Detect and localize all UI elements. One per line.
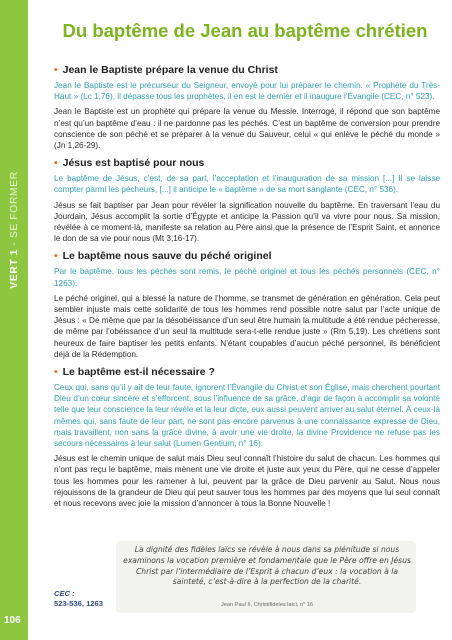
quote-text: La dignité des fidèles laïcs se révèle à nous dans sa plénitude si nous examinons la vocation première et fondamentale que le Père offre en Jésus Christ par l’intermédiaire de l’Esprit à chacun d’eux : la vocation à la sainteté, c’est-à-dire à la perfection de la charité. bbox=[123, 545, 411, 587]
lumen-gentium-quote: Ceux qui, sans qu’il y ait de leur faute, ignorent l’Évangile du Christ et son Église, mais cherchent pourtant Dieu d’un cœur sincère et s’efforcent, sous l’influence de sa grâce, d’agir de façon à accomplir sa volonté telle que leur conscience la leur révèle et la leur dicte, eux aussi peuvent arriver au salut éternel. À ceux-là mêmes qui, sans faute de leur part, ne sont pas encore parvenus à une connaissance expresse de Dieu, mais travaillent, non sans la grâce divine, à avoir une vie droite, la divine Providence ne refuse pas les secours nécessaires à leur salut (Lumen Gentium, n° 16). bbox=[54, 383, 440, 449]
bullet-icon: • bbox=[54, 157, 58, 170]
cec-reference bbox=[54, 589, 103, 609]
cec-label: CEC : bbox=[54, 589, 75, 598]
body-paragraph: Jésus est le chemin unique de salut mais Dieu seul connaît l’histoire du salut de chacun. Les hommes qui n’ont pas reçu le baptême, mais mènent une vie droite et juste aux yeux du Père, qui ne cesse d’appeler tous les hommes pour les ramener à lui, peuvent par la grâce de Dieu parvenir au Salut. Nous nous réjouissons de la grandeur de Dieu qui peut sauver tous les hommes par des moyens que lui seul connaît et nous recevons avec joie la mission d’annoncer à tous la Bonne Nouvelle ! bbox=[54, 454, 440, 509]
article-body bbox=[54, 64, 440, 515]
section-heading: • Jean le Baptiste prépare la venue du Christ bbox=[54, 64, 278, 76]
cec-refs: 523-536, 1263 bbox=[54, 599, 103, 608]
quote-source: Jean Paul II, Christifideles laici, n° 16 bbox=[220, 602, 314, 608]
bullet-icon: • bbox=[54, 366, 58, 379]
section-heading: • Le baptême nous sauve du péché originel bbox=[54, 250, 272, 263]
body-paragraph: Le péché originel, qui a blessé la nature de l’homme, se transmet de génération en génération. Cela peut sembler injuste mais cette solidarité de tous les hommes rend possible notre salut par l’acte unique de Jésus : « De même que par la désobéissance d’un seul être humain la multitude a été rendue pécheresse, de même par l’obéissance d’un seul la multitude sera-t-elle rendue juste » (Rm 5,19). Les chrétiens sont heureux de faire baptiser les petits enfants. N’étant coupables d’aucun péché personnel, ils bénéficient déjà de la Rédemption. bbox=[54, 293, 440, 359]
body-paragraph: Jean le Baptiste est un prophète qui prépare la venue du Messie. Interrogé, il répond que son baptême n’est qu’un baptême d’eau : il ne pardonne pas les péchés. C’est un baptême de conversion pour prendre conscience de son péché et se préparer à la venue du Sauveur, celui « qui enlève le péché du monde » (Jn 1,26-29). bbox=[54, 107, 440, 151]
section-jesus-baptise bbox=[54, 157, 440, 244]
catechism-quote: Le baptême de Jésus, c’est, de sa part, l’acceptation et l’inauguration de sa mission [...] Il se laisse compter parmi les pécheurs, [...] il anticipe le « baptême » de sa mort sanglante (CEC, n° 536). bbox=[54, 174, 440, 195]
bullet-icon: • bbox=[54, 64, 58, 76]
section-necessaire bbox=[54, 366, 440, 509]
sidebar-band bbox=[0, 0, 28, 640]
section-label-main: VERT 1 bbox=[8, 249, 20, 289]
catechism-quote: Jean le Baptiste est le précurseur du Seigneur, envoyé pour lui préparer le chemin. « Prophète du Très-Haut » (Lc 1,76), il dépasse tous les prophètes, il en est le dernier et il inaugure l’Évangile (CEC, n° 523). bbox=[54, 81, 440, 102]
section-jean-baptiste bbox=[54, 64, 440, 151]
page-title: Du baptême de Jean au baptême chrétien bbox=[62, 20, 428, 41]
page-number: 106 bbox=[4, 615, 21, 626]
section-heading: • Jésus est baptisé pour nous bbox=[54, 157, 205, 170]
catechism-quote: Par le baptême, tous les péchés sont remis, le péché originel et tous les péchés personnels (CEC, n° 1263). bbox=[54, 267, 440, 288]
bullet-icon: • bbox=[54, 250, 58, 263]
body-paragraph: Jésus se fait baptiser par Jean pour révéler la signification nouvelle du baptême. En traversant l’eau du Jourdain, Jésus accomplit la sortie d’Égypte et anticipe la Passion qu’il va vivre pour nous. Sa mission, révélée à ce moment-là, manifeste sa relation au Père ainsi que la présence de l’Esprit Saint, et annonce le don de sa vie pour nous (Mt 3,16-17). bbox=[54, 200, 440, 244]
section-label-sub: - SE FORMER bbox=[8, 171, 20, 246]
section-heading: • Le baptême est-il nécessaire ? bbox=[54, 366, 215, 379]
section-label bbox=[2, 150, 26, 310]
section-peche-originel bbox=[54, 250, 440, 360]
